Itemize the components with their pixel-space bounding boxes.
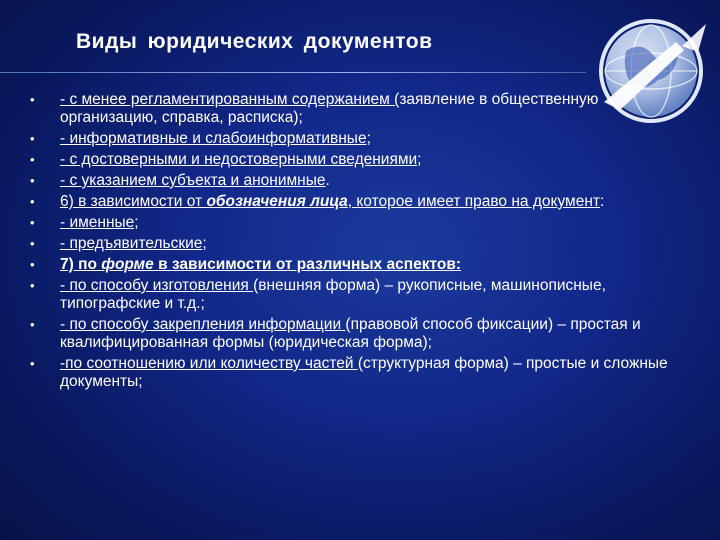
list-item: • - по способу закрепления информации (правовой способ фиксации) – простая и квалифицированная формы (юридическая форма); xyxy=(30,316,641,351)
list-item: • - с указанием субъекта и анонимные. xyxy=(30,172,330,189)
content-list xyxy=(30,91,670,394)
list-item: • 7) по форме в зависимости от различных аспектов: xyxy=(30,256,462,273)
slide-title: Виды юридических документов xyxy=(76,30,433,53)
list-item: • -по соотношению или количеству частей (структурная форма) – простые и сложные документы; xyxy=(30,355,668,390)
bullet-icon: • xyxy=(30,152,35,167)
list-item: • - именные; xyxy=(30,214,139,231)
bullet-icon: • xyxy=(30,92,35,107)
bullet-icon: • xyxy=(30,215,35,230)
bullet-icon: • xyxy=(30,257,35,272)
bullet-icon: • xyxy=(30,194,35,209)
list-item: • 6) в зависимости от обозначения лица, которое имеет право на документ: xyxy=(30,193,605,210)
list-item: • - по способу изготовления (внешняя форма) – рукописные, машинописные, типографские и т.д.; xyxy=(30,277,606,312)
bullet-icon: • xyxy=(30,173,35,188)
list-item: • - с достоверными и недостоверными сведениями; xyxy=(30,151,422,168)
bullet-icon: • xyxy=(30,236,35,251)
bullet-icon: • xyxy=(30,131,35,146)
bullet-icon: • xyxy=(30,356,35,371)
bullet-icon: • xyxy=(30,278,35,293)
title-divider xyxy=(0,72,586,73)
list-item: • - предъявительские; xyxy=(30,235,207,252)
list-item: • - информативные и слабоинформативные; xyxy=(30,130,371,147)
bullet-icon: • xyxy=(30,317,35,332)
list-item: • - с менее регламентированным содержанием (заявление в общественную организацию, справка, расписка); xyxy=(30,91,599,126)
